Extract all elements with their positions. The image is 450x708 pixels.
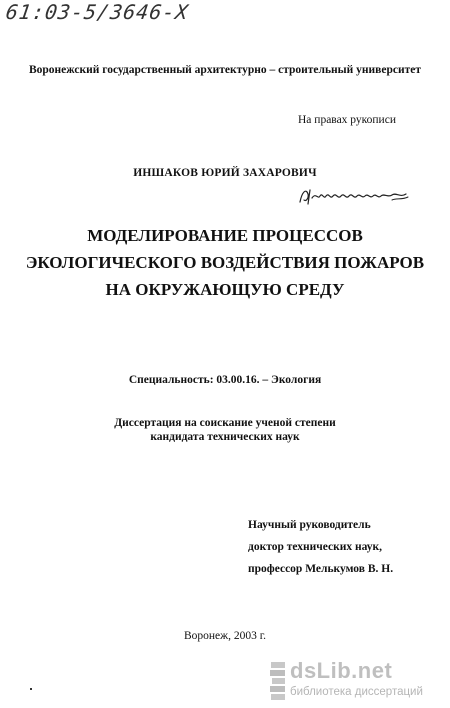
rights-note: На правах рукописи: [298, 114, 396, 126]
title-line: НА ОКРУЖАЮЩУЮ СРЕДУ: [105, 280, 345, 299]
scan-speck: [30, 688, 32, 690]
archive-code: 61:03-5/3646-X: [4, 0, 191, 24]
city-year: Воронеж, 2003 г.: [183, 630, 267, 642]
dissertation-title: [0, 222, 450, 303]
supervisor-line: доктор технических наук,: [248, 541, 382, 553]
watermark: [268, 658, 446, 704]
book-stack-icon: [268, 658, 288, 702]
supervisor-line: профессор Мелькумов В. Н.: [248, 563, 394, 575]
author-name: ИНШАКОВ ЮРИЙ ЗАХАРОВИЧ: [133, 167, 317, 179]
title-line: МОДЕЛИРОВАНИЕ ПРОЦЕССОВ: [87, 226, 363, 245]
degree-line: Диссертация на соискание ученой степени: [114, 417, 336, 429]
title-line: ЭКОЛОГИЧЕСКОГО ВОЗДЕЙСТВИЯ ПОЖАРОВ: [25, 253, 425, 272]
supervisor-line: Научный руководитель: [248, 519, 371, 531]
watermark-logo: dsLib.net: [290, 658, 393, 683]
degree-statement: [0, 416, 450, 444]
specialty: Специальность: 03.00.16. – Экология: [128, 374, 322, 386]
degree-line: кандидата технических наук: [150, 431, 300, 443]
supervisor-block: [248, 514, 393, 580]
watermark-caption: библиотека диссертаций: [290, 686, 423, 698]
university-name: Воронежский государственный архитектурно – строительный университет: [28, 64, 422, 76]
author-signature: [296, 184, 416, 208]
